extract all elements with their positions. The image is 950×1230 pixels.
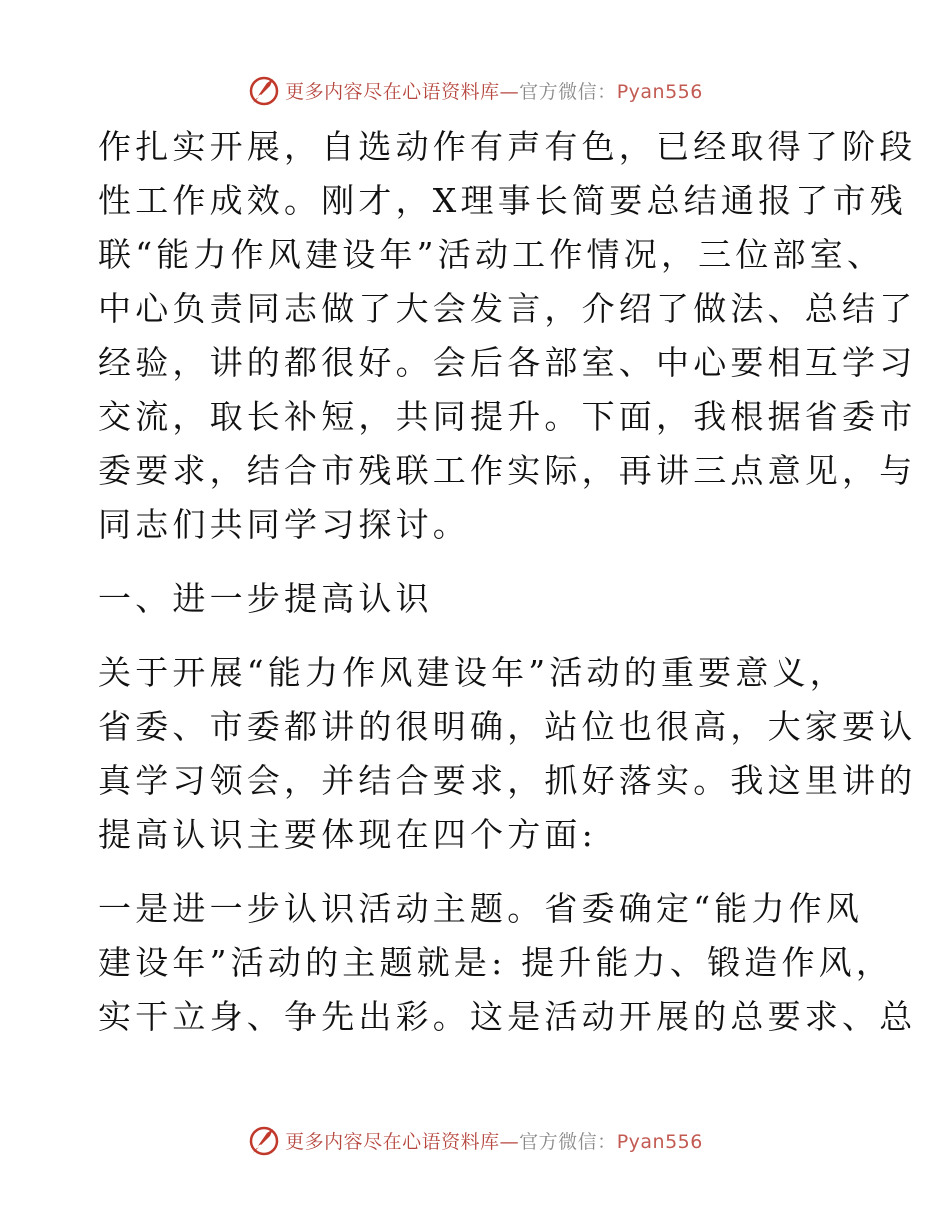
section-heading xyxy=(98,572,858,626)
paragraph-3 xyxy=(98,882,917,1044)
watermark-wechat-id: Pyan556 xyxy=(616,80,703,103)
text-line: 联“能力作风建设年”活动工作情况，三位部室、 xyxy=(98,235,885,274)
text-line: 作扎实开展，自选动作有声有色，已经取得了阶段 xyxy=(98,127,917,166)
text-line: 实干立身、争先出彩。这是活动开展的总要求、总 xyxy=(98,997,917,1036)
paragraph-2 xyxy=(98,646,917,862)
quill-logo-icon xyxy=(247,73,281,107)
text-line: 真学习领会，并结合要求，抓好落实。我这里讲的 xyxy=(98,761,917,800)
watermark-separator: — xyxy=(499,80,520,103)
text-line: 同志们共同学习探讨。 xyxy=(98,505,470,544)
watermark-text xyxy=(285,77,703,104)
watermark-separator: — xyxy=(499,1130,520,1153)
watermark-official-label: 官方微信： xyxy=(519,1130,617,1153)
header-watermark xyxy=(0,70,950,110)
document-body xyxy=(98,120,917,1044)
text-line: 一是进一步认识活动主题。省委确定“能力作风 xyxy=(98,889,864,928)
footer-watermark xyxy=(0,1120,950,1160)
text-line: 性工作成效。刚才，X理事长简要总结通报了市残 xyxy=(98,181,907,220)
watermark-text xyxy=(285,1127,703,1154)
text-line: 建设年”活动的主题就是: 提升能力、锻造作风， xyxy=(98,943,894,982)
watermark-brand: 更多内容尽在心语资料库 xyxy=(285,1130,500,1153)
text-line: 省委、市委都讲的很明确，站位也很高，大家要认 xyxy=(98,707,917,746)
quill-logo-icon xyxy=(247,1123,281,1157)
text-line: 关于开展“能力作风建设年”活动的重要意义， xyxy=(98,653,847,692)
paragraph-1 xyxy=(98,120,917,552)
text-line: 委要求，结合市残联工作实际，再讲三点意见，与 xyxy=(98,451,917,490)
text-line: 经验，讲的都很好。会后各部室、中心要相互学习 xyxy=(98,343,917,382)
watermark-brand: 更多内容尽在心语资料库 xyxy=(285,80,500,103)
text-line: 交流，取长补短，共同提升。下面，我根据省委市 xyxy=(98,397,917,436)
text-line: 提高认识主要体现在四个方面: xyxy=(98,815,597,854)
watermark-official-label: 官方微信： xyxy=(519,80,617,103)
heading-line: 一、进一步提高认识 xyxy=(98,579,433,618)
watermark-wechat-id: Pyan556 xyxy=(616,1130,703,1153)
text-line: 中心负责同志做了大会发言，介绍了做法、总结了 xyxy=(98,289,917,328)
